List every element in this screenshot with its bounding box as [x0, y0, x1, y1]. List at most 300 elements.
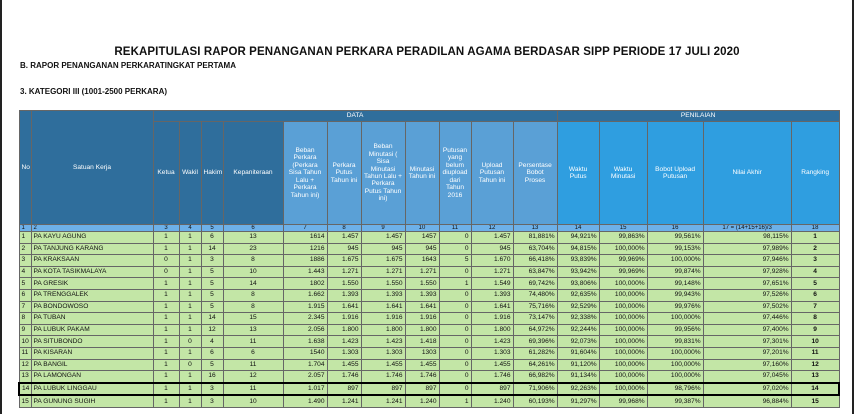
- header-hakim: Hakim: [201, 122, 223, 225]
- cell-beban-perkara: 1.638: [283, 336, 327, 348]
- cell-waktu-putus: 93,942%: [557, 266, 599, 278]
- cell-wakil: 1: [179, 347, 201, 359]
- cell-waktu-minutasi: 100,000%: [599, 289, 647, 301]
- cell-kepaniteraan: 8: [223, 301, 283, 313]
- cell-beban-perkara: 1540: [283, 347, 327, 359]
- cell-hakim: 4: [201, 336, 223, 348]
- cell-bobot-upload: 100,000%: [647, 359, 703, 371]
- cell-putusan-belum: 0: [439, 347, 471, 359]
- cell-beban-minutasi: 1.641: [361, 301, 405, 313]
- cell-persentase-bobot: 63,847%: [513, 266, 557, 278]
- cell-persentase-bobot: 60,193%: [513, 395, 557, 407]
- cell-no: 4: [19, 266, 31, 278]
- cell-beban-perkara: 1614: [283, 232, 327, 244]
- cell-rangking: 9: [791, 324, 839, 336]
- cell-wakil: 1: [179, 371, 201, 383]
- cell-persentase-bobot: 66,982%: [513, 371, 557, 383]
- category-heading: 3. KATEGORI III (1001-2500 PERKARA): [20, 87, 168, 96]
- column-number-cell: 17 = (14+15+16)/3: [703, 225, 791, 232]
- header-putusan-belum: Putusan yang belum diupload dari Tahun 2016: [439, 122, 471, 225]
- cell-nilai-akhir: 97,400%: [703, 324, 791, 336]
- cell-wakil: 1: [179, 324, 201, 336]
- report-title: REKAPITULASI RAPOR PENANGANAN PERKARA PERADILAN AGAMA BERDASAR SIPP PERIODE 17 JULI 2020: [114, 46, 740, 58]
- table-row: [19, 371, 839, 383]
- table-row: [19, 289, 839, 301]
- cell-nilai-akhir: 97,989%: [703, 243, 791, 255]
- cell-beban-perkara: 2.345: [283, 313, 327, 325]
- cell-ketua: 1: [153, 278, 179, 290]
- cell-no: 12: [19, 359, 31, 371]
- cell-ketua: 0: [153, 266, 179, 278]
- column-number-cell: 11: [439, 225, 471, 232]
- cell-persentase-bobot: 74,480%: [513, 289, 557, 301]
- cell-beban-minutasi: 1.457: [361, 232, 405, 244]
- cell-kepaniteraan: 11: [223, 383, 283, 396]
- cell-persentase-bobot: 64,261%: [513, 359, 557, 371]
- cell-kepaniteraan: 11: [223, 336, 283, 348]
- cell-no: 11: [19, 347, 31, 359]
- cell-waktu-minutasi: 100,000%: [599, 324, 647, 336]
- cell-kepaniteraan: 10: [223, 266, 283, 278]
- cell-no: 13: [19, 371, 31, 383]
- cell-no: 14: [19, 383, 31, 396]
- cell-minutasi: 1.800: [405, 324, 439, 336]
- table-row: [19, 336, 839, 348]
- cell-putusan-belum: 0: [439, 266, 471, 278]
- table-row: [19, 324, 839, 336]
- cell-ketua: 1: [153, 289, 179, 301]
- cell-persentase-bobot: 66,418%: [513, 255, 557, 267]
- header-upload-putusan: Upload Putusan Tahun ini: [471, 122, 513, 225]
- cell-beban-perkara: 1.704: [283, 359, 327, 371]
- cell-beban-perkara: 1.017: [283, 383, 327, 396]
- cell-persentase-bobot: 61,282%: [513, 347, 557, 359]
- cell-ketua: 1: [153, 336, 179, 348]
- cell-bobot-upload: 99,153%: [647, 243, 703, 255]
- cell-minutasi: 1.393: [405, 289, 439, 301]
- cell-waktu-putus: 91,604%: [557, 347, 599, 359]
- cell-minutasi: 1.641: [405, 301, 439, 313]
- cell-bobot-upload: 100,000%: [647, 347, 703, 359]
- cell-waktu-putus: 93,806%: [557, 278, 599, 290]
- cell-persentase-bobot: 69,396%: [513, 336, 557, 348]
- cell-waktu-putus: 92,338%: [557, 313, 599, 325]
- cell-upload-putusan: 1.240: [471, 395, 513, 407]
- cell-perkara-putus: 1.641: [327, 301, 361, 313]
- cell-no: 8: [19, 313, 31, 325]
- cell-beban-minutasi: 945: [361, 243, 405, 255]
- cell-minutasi: 945: [405, 243, 439, 255]
- page-left-edge: [0, 0, 2, 414]
- cell-upload-putusan: 1.303: [471, 347, 513, 359]
- table-row: [19, 243, 839, 255]
- cell-waktu-putus: 93,839%: [557, 255, 599, 267]
- cell-bobot-upload: 99,831%: [647, 336, 703, 348]
- cell-minutasi: 897: [405, 383, 439, 396]
- table-row: [19, 313, 839, 325]
- cell-satuan-kerja: PA LAMONGAN: [31, 371, 153, 383]
- cell-satuan-kerja: PA BONDOWOSO: [31, 301, 153, 313]
- cell-beban-minutasi: 1.423: [361, 336, 405, 348]
- cell-bobot-upload: 99,956%: [647, 324, 703, 336]
- cell-perkara-putus: 1.800: [327, 324, 361, 336]
- cell-nilai-akhir: 97,020%: [703, 383, 791, 396]
- cell-minutasi: 1.746: [405, 371, 439, 383]
- cell-wakil: 1: [179, 255, 201, 267]
- cell-perkara-putus: 1.675: [327, 255, 361, 267]
- cell-putusan-belum: 0: [439, 243, 471, 255]
- column-number-cell: 6: [223, 225, 283, 232]
- cell-kepaniteraan: 8: [223, 289, 283, 301]
- cell-rangking: 7: [791, 301, 839, 313]
- cell-beban-minutasi: 1.271: [361, 266, 405, 278]
- cell-no: 3: [19, 255, 31, 267]
- cell-waktu-minutasi: 100,000%: [599, 371, 647, 383]
- table-row: [19, 359, 839, 371]
- cell-waktu-putus: 92,073%: [557, 336, 599, 348]
- cell-rangking: 5: [791, 278, 839, 290]
- table-row: [19, 255, 839, 267]
- cell-no: 2: [19, 243, 31, 255]
- cell-beban-minutasi: 1.303: [361, 347, 405, 359]
- cell-nilai-akhir: 97,160%: [703, 359, 791, 371]
- cell-beban-perkara: 1.443: [283, 266, 327, 278]
- header-kepaniteraan: Kepaniteraan: [223, 122, 283, 225]
- cell-hakim: 3: [201, 395, 223, 407]
- cell-rangking: 15: [791, 395, 839, 407]
- cell-kepaniteraan: 13: [223, 324, 283, 336]
- cell-no: 7: [19, 301, 31, 313]
- cell-minutasi: 1.455: [405, 359, 439, 371]
- column-number-row: [19, 225, 839, 232]
- cell-bobot-upload: 99,943%: [647, 289, 703, 301]
- column-number-cell: 15: [599, 225, 647, 232]
- cell-ketua: 1: [153, 301, 179, 313]
- cell-waktu-putus: 91,134%: [557, 371, 599, 383]
- cell-satuan-kerja: PA TUBAN: [31, 313, 153, 325]
- cell-putusan-belum: 0: [439, 289, 471, 301]
- cell-rangking: 11: [791, 347, 839, 359]
- header-group-data: DATA: [153, 111, 557, 122]
- cell-rangking: 14: [791, 383, 839, 396]
- cell-nilai-akhir: 96,884%: [703, 395, 791, 407]
- cell-beban-minutasi: 1.675: [361, 255, 405, 267]
- table-row: [19, 301, 839, 313]
- cell-satuan-kerja: PA KAYU AGUNG: [31, 232, 153, 244]
- cell-satuan-kerja: PA TRENGGALEK: [31, 289, 153, 301]
- cell-upload-putusan: 897: [471, 383, 513, 396]
- cell-beban-perkara: 2.056: [283, 324, 327, 336]
- header-minutasi: Minutasi Tahun ini: [405, 122, 439, 225]
- header-beban-minutasi: Beban Minutasi ( Sisa Minutasi Tahun Lalu + Perkara Putus Tahun ini): [361, 122, 405, 225]
- cell-satuan-kerja: PA KISARAN: [31, 347, 153, 359]
- header-no: No: [19, 111, 31, 225]
- cell-wakil: 1: [179, 289, 201, 301]
- cell-ketua: 1: [153, 371, 179, 383]
- cell-perkara-putus: 1.746: [327, 371, 361, 383]
- cell-wakil: 1: [179, 266, 201, 278]
- cell-waktu-minutasi: 100,000%: [599, 383, 647, 396]
- cell-nilai-akhir: 97,201%: [703, 347, 791, 359]
- table-row: [19, 383, 839, 396]
- cell-minutasi: 1303: [405, 347, 439, 359]
- header-waktu-putus: Waktu Putus: [557, 122, 599, 225]
- cell-no: 5: [19, 278, 31, 290]
- cell-perkara-putus: 897: [327, 383, 361, 396]
- cell-rangking: 12: [791, 359, 839, 371]
- cell-rangking: 13: [791, 371, 839, 383]
- cell-kepaniteraan: 12: [223, 371, 283, 383]
- cell-beban-perkara: 1.915: [283, 301, 327, 313]
- cell-beban-minutasi: 897: [361, 383, 405, 396]
- table-row: [19, 278, 839, 290]
- cell-wakil: 1: [179, 243, 201, 255]
- cell-beban-perkara: 2.057: [283, 371, 327, 383]
- cell-perkara-putus: 945: [327, 243, 361, 255]
- cell-no: 9: [19, 324, 31, 336]
- cell-minutasi: 1643: [405, 255, 439, 267]
- cell-persentase-bobot: 63,704%: [513, 243, 557, 255]
- report-table: [18, 110, 840, 408]
- cell-upload-putusan: 1.549: [471, 278, 513, 290]
- cell-nilai-akhir: 97,946%: [703, 255, 791, 267]
- cell-minutasi: 1.550: [405, 278, 439, 290]
- cell-hakim: 12: [201, 324, 223, 336]
- cell-kepaniteraan: 15: [223, 313, 283, 325]
- cell-waktu-minutasi: 100,000%: [599, 347, 647, 359]
- header-group-penilaian: PENILAIAN: [557, 111, 839, 122]
- cell-ketua: 1: [153, 395, 179, 407]
- cell-hakim: 5: [201, 289, 223, 301]
- cell-ketua: 1: [153, 359, 179, 371]
- cell-waktu-minutasi: 99,969%: [599, 255, 647, 267]
- cell-perkara-putus: 1.303: [327, 347, 361, 359]
- cell-bobot-upload: 99,976%: [647, 301, 703, 313]
- cell-satuan-kerja: PA KRAKSAAN: [31, 255, 153, 267]
- cell-rangking: 10: [791, 336, 839, 348]
- cell-rangking: 4: [791, 266, 839, 278]
- cell-putusan-belum: 1: [439, 278, 471, 290]
- cell-waktu-minutasi: 99,863%: [599, 232, 647, 244]
- cell-no: 1: [19, 232, 31, 244]
- cell-satuan-kerja: PA KOTA TASIKMALAYA: [31, 266, 153, 278]
- header-wakil: Wakil: [179, 122, 201, 225]
- cell-wakil: 1: [179, 301, 201, 313]
- cell-minutasi: 1.271: [405, 266, 439, 278]
- cell-beban-perkara: 1.490: [283, 395, 327, 407]
- cell-beban-perkara: 1216: [283, 243, 327, 255]
- cell-waktu-minutasi: 100,000%: [599, 313, 647, 325]
- cell-beban-minutasi: 1.455: [361, 359, 405, 371]
- cell-satuan-kerja: PA LUBUK PAKAM: [31, 324, 153, 336]
- cell-kepaniteraan: 6: [223, 347, 283, 359]
- cell-waktu-putus: 92,263%: [557, 383, 599, 396]
- table-row: [19, 266, 839, 278]
- cell-upload-putusan: 1.455: [471, 359, 513, 371]
- cell-hakim: 16: [201, 371, 223, 383]
- cell-putusan-belum: 0: [439, 324, 471, 336]
- cell-satuan-kerja: PA SITUBONDO: [31, 336, 153, 348]
- cell-putusan-belum: 0: [439, 301, 471, 313]
- cell-kepaniteraan: 23: [223, 243, 283, 255]
- report-subtitle: B. RAPOR PENANGANAN PERKARATINGKAT PERTAMA: [20, 61, 236, 70]
- cell-putusan-belum: 0: [439, 313, 471, 325]
- cell-wakil: 0: [179, 336, 201, 348]
- cell-perkara-putus: 1.550: [327, 278, 361, 290]
- cell-bobot-upload: 100,000%: [647, 371, 703, 383]
- column-number-cell: 9: [361, 225, 405, 232]
- cell-beban-minutasi: 1.746: [361, 371, 405, 383]
- cell-waktu-minutasi: 100,000%: [599, 359, 647, 371]
- cell-putusan-belum: 0: [439, 359, 471, 371]
- cell-kepaniteraan: 13: [223, 232, 283, 244]
- cell-hakim: 6: [201, 347, 223, 359]
- column-number-cell: 16: [647, 225, 703, 232]
- cell-ketua: 1: [153, 347, 179, 359]
- cell-waktu-minutasi: 100,000%: [599, 278, 647, 290]
- cell-hakim: 5: [201, 301, 223, 313]
- table-row: [19, 347, 839, 359]
- cell-minutasi: 1.240: [405, 395, 439, 407]
- cell-persentase-bobot: 69,742%: [513, 278, 557, 290]
- cell-putusan-belum: 0: [439, 232, 471, 244]
- cell-upload-putusan: 1.800: [471, 324, 513, 336]
- cell-ketua: 1: [153, 383, 179, 396]
- cell-upload-putusan: 1.457: [471, 232, 513, 244]
- cell-kepaniteraan: 10: [223, 395, 283, 407]
- cell-perkara-putus: 1.271: [327, 266, 361, 278]
- cell-satuan-kerja: PA TANJUNG KARANG: [31, 243, 153, 255]
- header-ketua: Ketua: [153, 122, 179, 225]
- cell-wakil: 1: [179, 278, 201, 290]
- cell-hakim: 3: [201, 383, 223, 396]
- column-number-cell: 18: [791, 225, 839, 232]
- cell-persentase-bobot: 73,147%: [513, 313, 557, 325]
- header-nilai-akhir: Nilai Akhir: [703, 122, 791, 225]
- cell-upload-putusan: 1.670: [471, 255, 513, 267]
- cell-hakim: 5: [201, 359, 223, 371]
- column-number-cell: 14: [557, 225, 599, 232]
- column-number-cell: 3: [153, 225, 179, 232]
- cell-putusan-belum: 0: [439, 336, 471, 348]
- cell-minutasi: 1.916: [405, 313, 439, 325]
- cell-persentase-bobot: 64,972%: [513, 324, 557, 336]
- cell-kepaniteraan: 8: [223, 255, 283, 267]
- cell-putusan-belum: 1: [439, 395, 471, 407]
- cell-satuan-kerja: PA LUBUK LINGGAU: [31, 383, 153, 396]
- header-bobot-upload: Bobot Upload Putusan: [647, 122, 703, 225]
- cell-hakim: 5: [201, 278, 223, 290]
- column-number-cell: 7: [283, 225, 327, 232]
- cell-hakim: 14: [201, 313, 223, 325]
- cell-perkara-putus: 1.916: [327, 313, 361, 325]
- cell-rangking: 6: [791, 289, 839, 301]
- cell-minutasi: 1457: [405, 232, 439, 244]
- cell-upload-putusan: 1.271: [471, 266, 513, 278]
- cell-minutasi: 1.418: [405, 336, 439, 348]
- cell-rangking: 8: [791, 313, 839, 325]
- cell-ketua: 1: [153, 324, 179, 336]
- cell-wakil: 1: [179, 313, 201, 325]
- cell-waktu-putus: 91,297%: [557, 395, 599, 407]
- cell-upload-putusan: 1.393: [471, 289, 513, 301]
- cell-beban-minutasi: 1.241: [361, 395, 405, 407]
- cell-hakim: 6: [201, 232, 223, 244]
- header-satuan-kerja: Satuan Kerja: [31, 111, 153, 225]
- cell-kepaniteraan: 11: [223, 359, 283, 371]
- cell-ketua: 0: [153, 255, 179, 267]
- cell-nilai-akhir: 97,502%: [703, 301, 791, 313]
- cell-waktu-putus: 92,529%: [557, 301, 599, 313]
- cell-beban-minutasi: 1.800: [361, 324, 405, 336]
- cell-waktu-minutasi: 99,969%: [599, 266, 647, 278]
- cell-wakil: 0: [179, 359, 201, 371]
- column-number-cell: 8: [327, 225, 361, 232]
- cell-nilai-akhir: 97,928%: [703, 266, 791, 278]
- header-rangking: Rangking: [791, 122, 839, 225]
- cell-no: 15: [19, 395, 31, 407]
- cell-nilai-akhir: 97,526%: [703, 289, 791, 301]
- cell-upload-putusan: 1.746: [471, 371, 513, 383]
- cell-waktu-putus: 91,120%: [557, 359, 599, 371]
- cell-putusan-belum: 5: [439, 255, 471, 267]
- cell-satuan-kerja: PA GRESIK: [31, 278, 153, 290]
- cell-hakim: 14: [201, 243, 223, 255]
- cell-no: 10: [19, 336, 31, 348]
- cell-upload-putusan: 1.641: [471, 301, 513, 313]
- header-persentase-bobot: Persentase Bobot Proses: [513, 122, 557, 225]
- column-number-cell: 12: [471, 225, 513, 232]
- cell-nilai-akhir: 98,115%: [703, 232, 791, 244]
- cell-beban-perkara: 1886: [283, 255, 327, 267]
- cell-satuan-kerja: PA BANGIL: [31, 359, 153, 371]
- cell-perkara-putus: 1.455: [327, 359, 361, 371]
- cell-rangking: 2: [791, 243, 839, 255]
- cell-wakil: 1: [179, 383, 201, 396]
- cell-putusan-belum: 0: [439, 371, 471, 383]
- cell-beban-perkara: 1802: [283, 278, 327, 290]
- column-number-cell: 13: [513, 225, 557, 232]
- cell-upload-putusan: 1.916: [471, 313, 513, 325]
- cell-waktu-putus: 94,815%: [557, 243, 599, 255]
- cell-rangking: 1: [791, 232, 839, 244]
- cell-hakim: 3: [201, 255, 223, 267]
- cell-bobot-upload: 100,000%: [647, 313, 703, 325]
- cell-bobot-upload: 99,874%: [647, 266, 703, 278]
- cell-waktu-minutasi: 100,000%: [599, 336, 647, 348]
- cell-kepaniteraan: 14: [223, 278, 283, 290]
- cell-persentase-bobot: 81,881%: [513, 232, 557, 244]
- cell-perkara-putus: 1.457: [327, 232, 361, 244]
- cell-waktu-minutasi: 99,968%: [599, 395, 647, 407]
- cell-perkara-putus: 1.393: [327, 289, 361, 301]
- cell-hakim: 5: [201, 266, 223, 278]
- cell-ketua: 1: [153, 232, 179, 244]
- cell-upload-putusan: 1.423: [471, 336, 513, 348]
- cell-satuan-kerja: PA GUNUNG SUGIH: [31, 395, 153, 407]
- column-number-cell: 10: [405, 225, 439, 232]
- cell-bobot-upload: 99,561%: [647, 232, 703, 244]
- cell-bobot-upload: 98,796%: [647, 383, 703, 396]
- cell-rangking: 3: [791, 255, 839, 267]
- column-number-cell: 2: [31, 225, 153, 232]
- cell-ketua: 1: [153, 313, 179, 325]
- table-row: [19, 232, 839, 244]
- column-number-cell: 5: [201, 225, 223, 232]
- cell-waktu-minutasi: 100,000%: [599, 301, 647, 313]
- column-number-cell: 4: [179, 225, 201, 232]
- cell-beban-minutasi: 1.393: [361, 289, 405, 301]
